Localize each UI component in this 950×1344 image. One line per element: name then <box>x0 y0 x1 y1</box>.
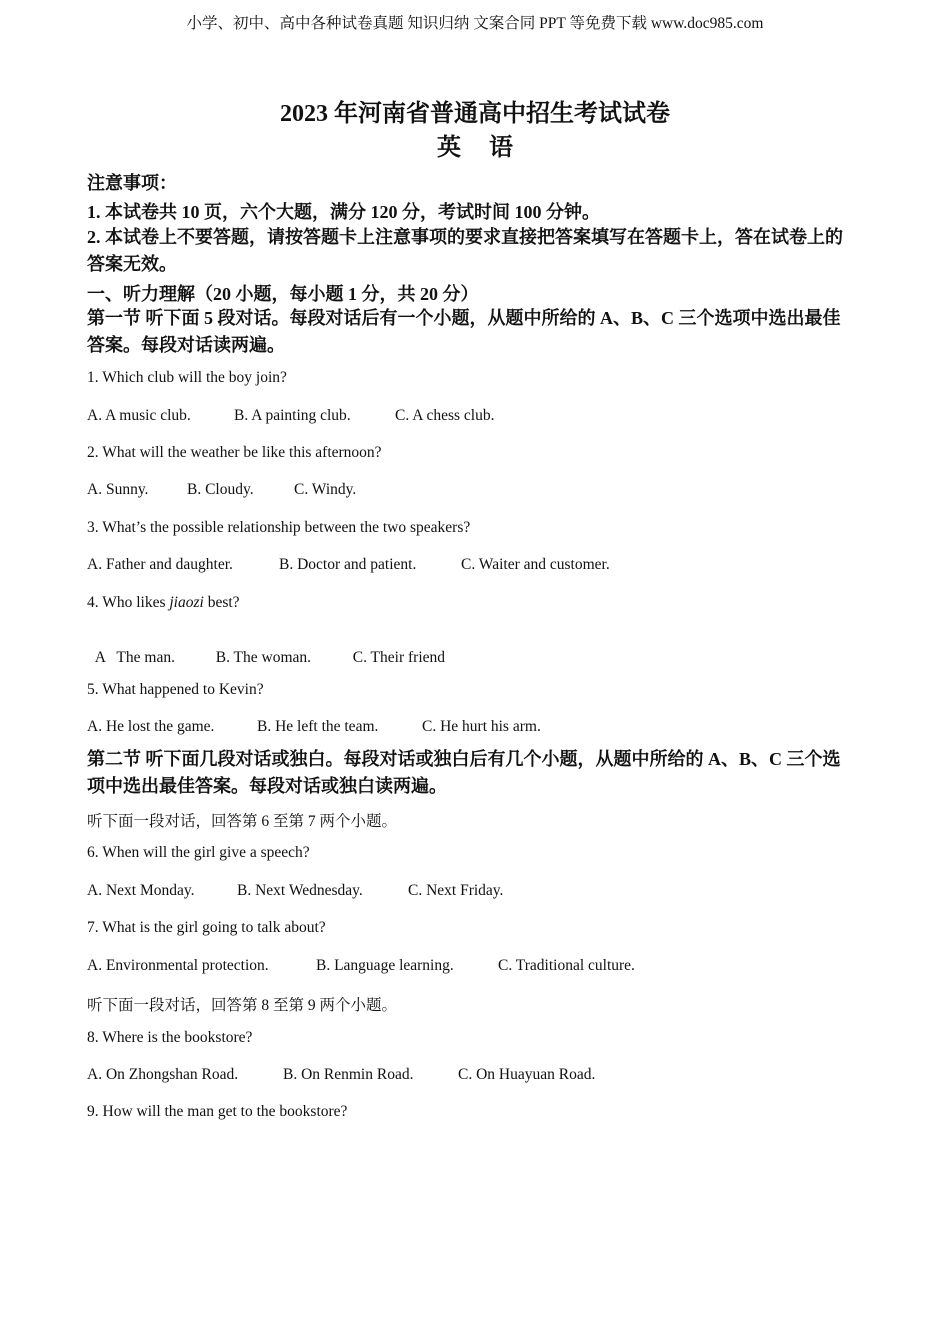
options-2 <box>87 481 356 499</box>
option-c: C. On Huayuan Road. <box>458 1066 596 1083</box>
notice-item-2: 2. 本试卷上不要答题，请按答题卡上注意事项的要求直接把答案填写在答题卡上，答在试卷上的答案无效。 <box>87 227 843 274</box>
option-b: B. Doctor and patient. <box>279 556 417 573</box>
question-1: 1. Which club will the boy join? <box>87 369 287 386</box>
page-header: 小学、初中、高中各种试卷真题 知识归纳 文案合同 PPT 等免费下载 www.doc985.com <box>186 15 764 32</box>
note-q8-q9: 听下面一段对话，回答第 8 至第 9 两个小题。 <box>87 997 398 1014</box>
options-6 <box>87 882 503 900</box>
exam-subject: 英语 <box>437 135 541 161</box>
options-3 <box>87 556 610 574</box>
part2-instruction: 第二节 听下面几段对话或独白。每段对话或独白后有几个小题，从题中所给的 A、B、C 三个选项中选出最佳答案。每段对话或独白读两遍。 <box>87 749 841 796</box>
option-c: C. He hurt his arm. <box>422 718 541 735</box>
option-a: A. Environmental protection. <box>87 957 269 974</box>
option-b: B. A painting club. <box>234 407 351 424</box>
option-b: B. Cloudy. <box>187 481 254 498</box>
option-b: B. Next Wednesday. <box>237 882 363 899</box>
question-text: best? <box>203 594 240 611</box>
option-b: B. The woman. <box>215 649 312 666</box>
option-c: C. Waiter and customer. <box>461 556 610 573</box>
option-a: A. On Zhongshan Road. <box>87 1066 239 1083</box>
option-c: C. Their friend <box>352 649 446 666</box>
option-c: C. Traditional culture. <box>498 957 635 974</box>
option-c: C. Next Friday. <box>408 882 504 899</box>
option-c: C. Windy. <box>294 481 357 498</box>
exam-title: 2023 年河南省普通高中招生考试试卷 <box>280 101 670 127</box>
option-b: B. Language learning. <box>316 957 454 974</box>
option-a: A. Sunny. <box>87 481 149 498</box>
question-9: 9. How will the man get to the bookstore? <box>87 1103 348 1120</box>
option-b: B. On Renmin Road. <box>283 1066 414 1083</box>
option-a: A. Father and daughter. <box>87 556 233 573</box>
notice-heading: 注意事项： <box>87 173 177 193</box>
option-a: A. Next Monday. <box>87 882 195 899</box>
question-6: 6. When will the girl give a speech? <box>87 844 310 861</box>
option-a: A The man. <box>94 649 175 666</box>
note-q6-q7: 听下面一段对话，回答第 6 至第 7 两个小题。 <box>87 813 398 830</box>
option-a: A. A music club. <box>87 407 191 424</box>
option-c: C. A chess club. <box>395 407 495 424</box>
options-5 <box>87 718 541 736</box>
question-3: 3. What’s the possible relationship between the two speakers? <box>87 519 471 536</box>
question-text: 4. Who likes <box>87 594 170 611</box>
option-b: B. He left the team. <box>257 718 379 735</box>
question-7: 7. What is the girl going to talk about? <box>87 919 326 936</box>
options-4 <box>87 631 445 667</box>
options-8 <box>87 1066 595 1084</box>
question-8: 8. Where is the bookstore? <box>87 1029 253 1046</box>
section-heading: 一、听力理解（20 小题，每小题 1 分，共 20 分） <box>87 284 479 304</box>
question-2: 2. What will the weather be like this afternoon? <box>87 444 382 461</box>
options-1 <box>87 407 494 425</box>
option-a: A. He lost the game. <box>87 718 215 735</box>
question-4 <box>87 594 240 612</box>
question-5: 5. What happened to Kevin? <box>87 681 264 698</box>
question-italic-term: jiaozi <box>169 594 204 611</box>
part1-instruction: 第一节 听下面 5 段对话。每段对话后有一个小题，从题中所给的 A、B、C 三个选项中选出最佳答案。每段对话读两遍。 <box>87 308 841 355</box>
options-7 <box>87 957 635 975</box>
notice-item-1: 1. 本试卷共 10 页，六个大题，满分 120 分，考试时间 100 分钟。 <box>87 202 600 222</box>
